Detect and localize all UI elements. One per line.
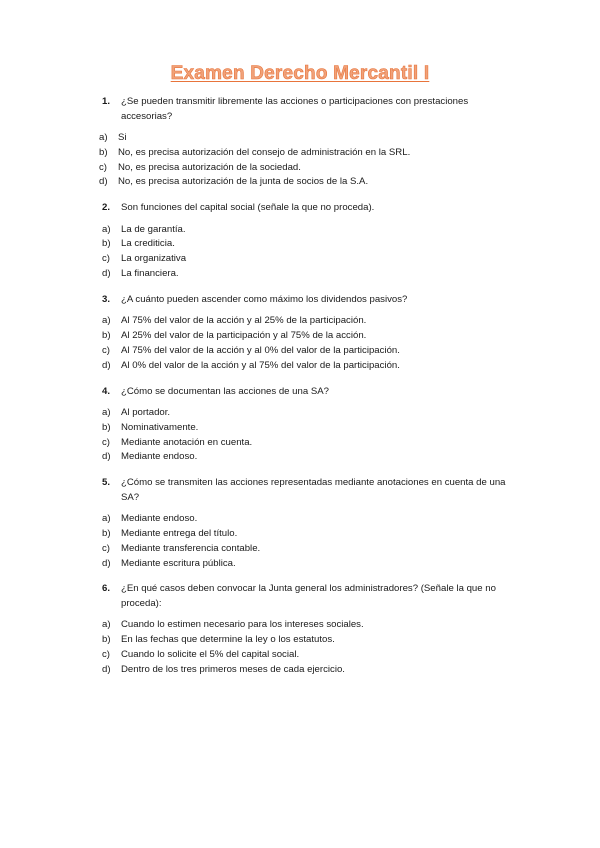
option-text: Al 0% del valor de la acción y al 75% del valor de la participación. xyxy=(121,359,400,371)
option-text: En las fechas que determine la ley o los estatutos. xyxy=(121,634,335,646)
question-text: ¿A cuánto pueden ascender como máximo los dividendos pasivos? xyxy=(121,293,408,305)
question-1 xyxy=(0,95,600,190)
option-text: No, es precisa autorización de la sociedad. xyxy=(118,161,301,173)
question-3 xyxy=(0,293,600,374)
option-d xyxy=(0,450,600,465)
option-text: Mediante endoso. xyxy=(121,513,198,525)
question-text: ¿Se pueden transmitir libremente las acciones o participaciones con prestaciones accesorias? xyxy=(121,96,469,122)
question-header xyxy=(0,476,600,505)
exam-title: Examen Derecho Mercantil I xyxy=(170,63,430,84)
option-text: Mediante endoso. xyxy=(121,451,198,463)
option-d xyxy=(0,663,600,678)
option-letter: a) xyxy=(102,619,111,631)
option-text: Dentro de los tres primeros meses de cada ejercicio. xyxy=(121,663,345,675)
question-header xyxy=(0,293,600,308)
question-text: ¿En qué casos deben convocar la Junta general los administradores? (Señale la que no proceda): xyxy=(121,583,496,609)
question-4 xyxy=(0,385,600,466)
option-text: Cuando lo estimen necesario para los intereses sociales. xyxy=(121,619,364,631)
question-number: 6. xyxy=(102,583,111,595)
option-text: Al portador. xyxy=(121,407,171,419)
question-text: ¿Cómo se documentan las acciones de una SA? xyxy=(121,385,329,397)
option-text: La de garantía. xyxy=(121,223,186,235)
option-letter: b) xyxy=(99,146,108,158)
option-letter: a) xyxy=(102,407,111,419)
option-letter: c) xyxy=(102,436,110,448)
option-b xyxy=(0,237,600,252)
option-text: Mediante escritura pública. xyxy=(121,557,236,569)
option-letter: a) xyxy=(102,223,111,235)
option-letter: b) xyxy=(102,421,111,433)
question-header xyxy=(0,582,600,611)
option-letter: b) xyxy=(102,528,111,540)
question-header xyxy=(0,95,600,124)
option-b xyxy=(0,146,600,161)
question-2 xyxy=(0,201,600,282)
option-letter: a) xyxy=(102,513,111,525)
option-letter: c) xyxy=(102,542,110,554)
option-a xyxy=(0,618,600,633)
option-d xyxy=(0,557,600,572)
option-text: Mediante entrega del título. xyxy=(121,528,238,540)
option-b xyxy=(0,527,600,542)
option-text: La crediticia. xyxy=(121,238,175,250)
option-c xyxy=(0,542,600,557)
option-letter: b) xyxy=(102,238,111,250)
question-5 xyxy=(0,476,600,571)
option-letter: d) xyxy=(102,451,111,463)
option-a xyxy=(0,512,600,527)
option-text: Al 75% del valor de la acción y al 25% de la participación. xyxy=(121,315,367,327)
option-text: Al 25% del valor de la participación y al 75% de la acción. xyxy=(121,330,367,342)
question-number: 5. xyxy=(102,477,111,489)
option-a xyxy=(0,406,600,421)
option-list xyxy=(0,131,600,190)
option-letter: b) xyxy=(102,634,111,646)
option-b xyxy=(0,421,600,436)
option-list xyxy=(0,512,600,571)
option-b xyxy=(0,329,600,344)
option-letter: d) xyxy=(102,663,111,675)
option-text: Nominativamente. xyxy=(121,421,199,433)
option-letter: c) xyxy=(102,344,110,356)
question-list xyxy=(0,95,600,689)
option-c xyxy=(0,436,600,451)
option-b xyxy=(0,633,600,648)
option-c xyxy=(0,648,600,663)
option-letter: c) xyxy=(99,161,107,173)
option-letter: c) xyxy=(102,649,110,661)
option-text: Si xyxy=(118,132,127,143)
option-d xyxy=(0,359,600,374)
question-number: 1. xyxy=(102,96,111,107)
question-number: 4. xyxy=(102,385,111,397)
option-letter: d) xyxy=(102,268,111,280)
question-number: 2. xyxy=(102,202,111,214)
option-text: Cuando lo solicite el 5% del capital social. xyxy=(121,649,300,661)
option-letter: c) xyxy=(102,253,110,265)
option-c xyxy=(0,161,600,176)
question-text: ¿Cómo se transmiten las acciones representadas mediante anotaciones en cuenta de una SA? xyxy=(121,477,506,503)
option-list xyxy=(0,406,600,465)
option-text: La financiera. xyxy=(121,268,179,280)
option-letter: d) xyxy=(102,359,111,371)
option-list xyxy=(0,618,600,677)
option-letter: a) xyxy=(102,315,111,327)
option-a xyxy=(0,314,600,329)
option-list xyxy=(0,314,600,373)
question-text: Son funciones del capital social (señale la que no proceda). xyxy=(121,202,375,214)
option-letter: d) xyxy=(99,176,108,188)
option-list xyxy=(0,223,600,282)
question-6 xyxy=(0,582,600,677)
option-text: Mediante transferencia contable. xyxy=(121,542,261,554)
option-text: La organizativa xyxy=(121,253,187,265)
option-c xyxy=(0,344,600,359)
question-number: 3. xyxy=(102,293,111,305)
option-text: No, es precisa autorización de la junta de socios de la S.A. xyxy=(118,176,369,188)
option-d xyxy=(0,267,600,282)
question-header xyxy=(0,385,600,400)
option-c xyxy=(0,252,600,267)
option-d xyxy=(0,175,600,190)
option-letter: a) xyxy=(99,132,108,143)
option-text: No, es precisa autorización del consejo de administración en la SRL. xyxy=(118,146,411,158)
question-header xyxy=(0,201,600,216)
option-letter: b) xyxy=(102,330,111,342)
option-letter: d) xyxy=(102,557,111,569)
option-a xyxy=(0,223,600,238)
option-text: Mediante anotación en cuenta. xyxy=(121,436,253,448)
option-a xyxy=(0,131,600,146)
option-text: Al 75% del valor de la acción y al 0% del valor de la participación. xyxy=(121,344,400,356)
